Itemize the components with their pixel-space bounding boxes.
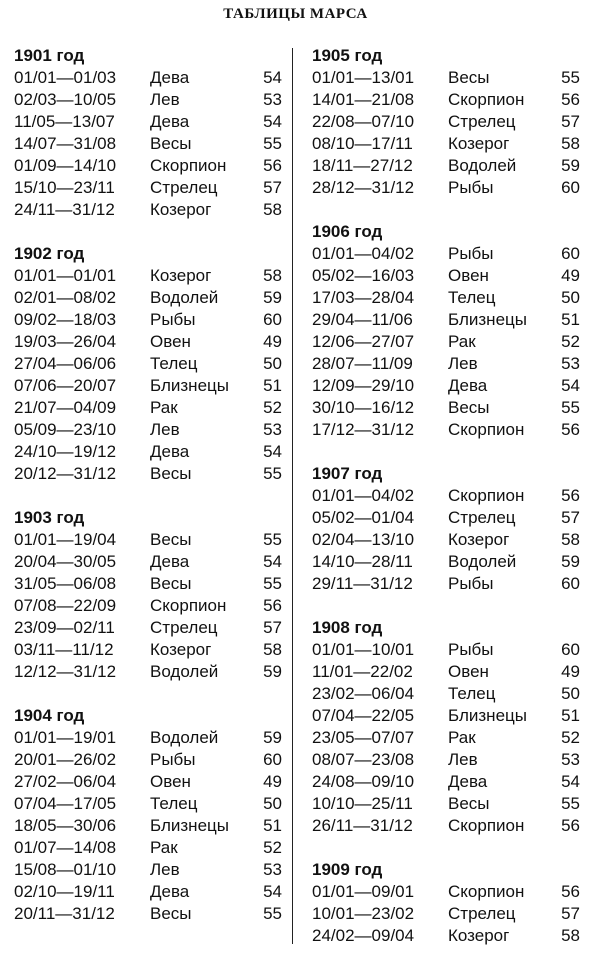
table-number: 50 xyxy=(561,684,580,703)
zodiac-sign: Овен xyxy=(150,772,191,791)
table-number: 56 xyxy=(263,156,282,175)
zodiac-sign: Водолей xyxy=(448,552,517,571)
date-range: 01/07—14/08 xyxy=(14,838,117,857)
table-row xyxy=(14,551,282,573)
year-heading: 1907 год xyxy=(312,464,383,483)
date-range: 01/01—13/01 xyxy=(312,68,415,87)
zodiac-sign: Близнецы xyxy=(150,816,229,835)
table-number: 60 xyxy=(263,750,282,769)
table-row xyxy=(14,155,282,177)
year-block xyxy=(312,859,580,947)
table-row xyxy=(312,331,580,353)
date-range: 27/02—06/04 xyxy=(14,772,117,791)
table-number: 56 xyxy=(561,816,580,835)
table-number: 49 xyxy=(561,266,580,285)
table-number: 55 xyxy=(561,68,580,87)
table-number: 54 xyxy=(263,442,282,461)
date-range: 01/01—01/03 xyxy=(14,68,117,87)
date-range: 20/04—30/05 xyxy=(14,552,117,571)
date-range: 07/06—20/07 xyxy=(14,376,117,395)
table-row xyxy=(312,89,580,111)
table-row xyxy=(312,661,580,683)
date-range: 03/11—11/12 xyxy=(14,640,114,659)
table-number: 55 xyxy=(263,904,282,923)
table-row xyxy=(312,749,580,771)
zodiac-sign: Стрелец xyxy=(150,178,218,197)
table-row xyxy=(312,397,580,419)
date-range: 09/02—18/03 xyxy=(14,310,117,329)
date-range: 18/11—27/12 xyxy=(312,156,413,175)
table-number: 49 xyxy=(263,332,282,351)
table-row xyxy=(14,375,282,397)
zodiac-sign: Дева xyxy=(150,552,190,571)
table-row xyxy=(312,881,580,903)
right-column xyxy=(312,45,580,969)
zodiac-sign: Весы xyxy=(150,464,192,483)
zodiac-sign: Рыбы xyxy=(448,574,494,593)
table-row xyxy=(312,573,580,595)
zodiac-sign: Скорпион xyxy=(448,90,525,109)
page-title: ТАБЛИЦЫ МАРСА xyxy=(223,6,368,22)
date-range: 28/07—11/09 xyxy=(312,354,413,373)
table-number: 49 xyxy=(263,772,282,791)
date-range: 02/04—13/10 xyxy=(312,530,415,549)
date-range: 17/12—31/12 xyxy=(312,420,415,439)
table-number: 54 xyxy=(263,552,282,571)
date-range: 30/10—16/12 xyxy=(312,398,415,417)
zodiac-sign: Дева xyxy=(150,442,190,461)
table-row xyxy=(14,287,282,309)
date-range: 02/01—08/02 xyxy=(14,288,117,307)
date-range: 24/11—31/12 xyxy=(14,200,115,219)
table-number: 60 xyxy=(561,178,580,197)
table-number: 50 xyxy=(263,794,282,813)
zodiac-sign: Рак xyxy=(448,332,476,351)
left-column xyxy=(14,45,282,947)
table-number: 51 xyxy=(263,376,282,395)
zodiac-sign: Водолей xyxy=(448,156,517,175)
table-row xyxy=(312,353,580,375)
table-row xyxy=(312,815,580,837)
table-row xyxy=(14,529,282,551)
zodiac-sign: Овен xyxy=(448,662,489,681)
zodiac-sign: Телец xyxy=(448,288,496,307)
year-heading: 1902 год xyxy=(14,244,85,263)
table-row xyxy=(312,705,580,727)
zodiac-sign: Лев xyxy=(150,860,180,879)
zodiac-sign: Лев xyxy=(448,750,478,769)
date-range: 20/11—31/12 xyxy=(14,904,115,923)
table-number: 52 xyxy=(263,398,282,417)
table-row xyxy=(312,903,580,925)
date-range: 29/11—31/12 xyxy=(312,574,413,593)
table-row xyxy=(312,507,580,529)
table-number: 56 xyxy=(561,90,580,109)
table-number: 50 xyxy=(561,288,580,307)
table-number: 58 xyxy=(263,200,282,219)
table-row xyxy=(312,309,580,331)
date-range: 07/04—17/05 xyxy=(14,794,117,813)
table-number: 59 xyxy=(263,288,282,307)
year-block xyxy=(312,221,580,441)
zodiac-sign: Скорпион xyxy=(448,420,525,439)
date-range: 24/08—09/10 xyxy=(312,772,415,791)
date-range: 29/04—11/06 xyxy=(312,310,413,329)
zodiac-sign: Козерог xyxy=(150,200,212,219)
column-divider xyxy=(292,48,293,944)
table-row xyxy=(14,265,282,287)
zodiac-sign: Водолей xyxy=(150,728,219,747)
date-range: 20/12—31/12 xyxy=(14,464,117,483)
table-number: 55 xyxy=(561,794,580,813)
table-row xyxy=(312,67,580,89)
table-number: 60 xyxy=(561,640,580,659)
table-row xyxy=(14,727,282,749)
table-row xyxy=(312,925,580,947)
zodiac-sign: Стрелец xyxy=(448,508,516,527)
table-row xyxy=(312,375,580,397)
zodiac-sign: Рыбы xyxy=(448,640,494,659)
zodiac-sign: Телец xyxy=(150,354,198,373)
table-number: 55 xyxy=(263,530,282,549)
zodiac-sign: Рак xyxy=(150,398,178,417)
table-row xyxy=(312,177,580,199)
table-row xyxy=(312,287,580,309)
table-number: 54 xyxy=(263,112,282,131)
date-range: 01/01—01/01 xyxy=(14,266,117,285)
zodiac-sign: Скорпион xyxy=(150,596,227,615)
table-number: 56 xyxy=(561,882,580,901)
date-range: 21/07—04/09 xyxy=(14,398,117,417)
zodiac-sign: Весы xyxy=(448,398,490,417)
year-heading: 1905 год xyxy=(312,46,383,65)
date-range: 15/10—23/11 xyxy=(14,178,115,197)
table-number: 57 xyxy=(561,904,580,923)
table-number: 56 xyxy=(263,596,282,615)
table-number: 57 xyxy=(263,178,282,197)
zodiac-sign: Лев xyxy=(150,420,180,439)
table-number: 52 xyxy=(263,838,282,857)
date-range: 22/08—07/10 xyxy=(312,112,415,131)
zodiac-sign: Лев xyxy=(448,354,478,373)
zodiac-sign: Козерог xyxy=(150,266,212,285)
date-range: 12/06—27/07 xyxy=(312,332,415,351)
table-number: 52 xyxy=(561,332,580,351)
date-range: 01/01—04/02 xyxy=(312,244,415,263)
table-row xyxy=(312,771,580,793)
zodiac-sign: Водолей xyxy=(150,662,219,681)
table-number: 51 xyxy=(561,706,580,725)
date-range: 24/10—19/12 xyxy=(14,442,117,461)
date-range: 01/01—04/02 xyxy=(312,486,415,505)
table-number: 54 xyxy=(561,376,580,395)
table-number: 54 xyxy=(561,772,580,791)
table-row xyxy=(14,639,282,661)
date-range: 12/12—31/12 xyxy=(14,662,117,681)
table-number: 60 xyxy=(561,574,580,593)
zodiac-sign: Близнецы xyxy=(448,706,527,725)
date-range: 01/01—19/04 xyxy=(14,530,117,549)
table-row xyxy=(14,111,282,133)
table-number: 59 xyxy=(561,552,580,571)
date-range: 27/04—06/06 xyxy=(14,354,117,373)
year-heading: 1906 год xyxy=(312,222,383,241)
table-number: 58 xyxy=(561,530,580,549)
date-range: 31/05—06/08 xyxy=(14,574,117,593)
year-block xyxy=(14,243,282,485)
table-row xyxy=(14,331,282,353)
table-row xyxy=(14,793,282,815)
table-row xyxy=(14,661,282,683)
table-number: 50 xyxy=(263,354,282,373)
zodiac-sign: Стрелец xyxy=(448,112,516,131)
table-number: 54 xyxy=(263,882,282,901)
zodiac-sign: Рыбы xyxy=(150,750,196,769)
zodiac-sign: Весы xyxy=(150,530,192,549)
table-row xyxy=(312,111,580,133)
table-number: 59 xyxy=(263,728,282,747)
table-row xyxy=(14,397,282,419)
table-row xyxy=(14,441,282,463)
table-row xyxy=(14,89,282,111)
table-row xyxy=(312,529,580,551)
zodiac-sign: Близнецы xyxy=(448,310,527,329)
zodiac-sign: Скорпион xyxy=(448,486,525,505)
table-number: 58 xyxy=(263,640,282,659)
table-row xyxy=(14,67,282,89)
table-number: 57 xyxy=(263,618,282,637)
table-number: 57 xyxy=(561,112,580,131)
zodiac-sign: Дева xyxy=(150,882,190,901)
zodiac-sign: Козерог xyxy=(150,640,212,659)
zodiac-sign: Водолей xyxy=(150,288,219,307)
table-row xyxy=(14,815,282,837)
table-row xyxy=(14,133,282,155)
table-row xyxy=(312,485,580,507)
date-range: 17/03—28/04 xyxy=(312,288,415,307)
date-range: 20/01—26/02 xyxy=(14,750,117,769)
table-number: 60 xyxy=(561,244,580,263)
date-range: 05/02—01/04 xyxy=(312,508,415,527)
zodiac-sign: Овен xyxy=(448,266,489,285)
date-range: 15/08—01/10 xyxy=(14,860,117,879)
table-number: 53 xyxy=(263,90,282,109)
date-range: 02/03—10/05 xyxy=(14,90,117,109)
date-range: 10/01—23/02 xyxy=(312,904,415,923)
table-number: 53 xyxy=(263,420,282,439)
table-number: 58 xyxy=(561,134,580,153)
zodiac-sign: Рыбы xyxy=(150,310,196,329)
table-row xyxy=(14,837,282,859)
table-number: 58 xyxy=(263,266,282,285)
table-row xyxy=(14,617,282,639)
table-row xyxy=(14,419,282,441)
zodiac-sign: Рыбы xyxy=(448,244,494,263)
date-range: 28/12—31/12 xyxy=(312,178,415,197)
year-block xyxy=(312,617,580,837)
date-range: 05/09—23/10 xyxy=(14,420,117,439)
table-number: 56 xyxy=(561,420,580,439)
date-range: 23/09—02/11 xyxy=(14,618,115,637)
date-range: 01/01—09/01 xyxy=(312,882,415,901)
date-range: 14/10—28/11 xyxy=(312,552,413,571)
zodiac-sign: Весы xyxy=(448,68,490,87)
table-row xyxy=(14,353,282,375)
zodiac-sign: Близнецы xyxy=(150,376,229,395)
table-row xyxy=(14,771,282,793)
zodiac-sign: Весы xyxy=(150,134,192,153)
date-range: 07/04—22/05 xyxy=(312,706,415,725)
zodiac-sign: Телец xyxy=(150,794,198,813)
table-row xyxy=(14,199,282,221)
zodiac-sign: Дева xyxy=(150,68,190,87)
date-range: 19/03—26/04 xyxy=(14,332,117,351)
table-row xyxy=(312,683,580,705)
date-range: 11/01—22/02 xyxy=(312,662,413,681)
zodiac-sign: Козерог xyxy=(448,530,510,549)
date-range: 10/10—25/11 xyxy=(312,794,413,813)
table-row xyxy=(312,243,580,265)
table-row xyxy=(312,727,580,749)
table-row xyxy=(312,155,580,177)
date-range: 05/02—16/03 xyxy=(312,266,415,285)
table-number: 55 xyxy=(263,464,282,483)
table-row xyxy=(312,419,580,441)
table-number: 53 xyxy=(561,354,580,373)
table-number: 51 xyxy=(561,310,580,329)
table-number: 60 xyxy=(263,310,282,329)
table-row xyxy=(14,859,282,881)
year-block xyxy=(14,507,282,683)
year-heading: 1904 год xyxy=(14,706,85,725)
date-range: 12/09—29/10 xyxy=(312,376,415,395)
zodiac-sign: Дева xyxy=(448,772,488,791)
zodiac-sign: Весы xyxy=(150,574,192,593)
table-row xyxy=(14,177,282,199)
date-range: 24/02—09/04 xyxy=(312,926,415,945)
table-number: 59 xyxy=(263,662,282,681)
year-block xyxy=(312,45,580,199)
zodiac-sign: Лев xyxy=(150,90,180,109)
date-range: 14/07—31/08 xyxy=(14,134,117,153)
zodiac-sign: Козерог xyxy=(448,134,510,153)
table-row xyxy=(312,551,580,573)
table-row xyxy=(14,573,282,595)
table-number: 52 xyxy=(561,728,580,747)
table-row xyxy=(312,265,580,287)
date-range: 07/08—22/09 xyxy=(14,596,117,615)
table-number: 55 xyxy=(263,134,282,153)
table-number: 54 xyxy=(263,68,282,87)
date-range: 08/10—17/11 xyxy=(312,134,413,153)
table-row xyxy=(312,793,580,815)
table-row xyxy=(14,309,282,331)
table-row xyxy=(14,903,282,925)
year-heading: 1901 год xyxy=(14,46,85,65)
table-row xyxy=(14,881,282,903)
zodiac-sign: Скорпион xyxy=(448,882,525,901)
table-number: 57 xyxy=(561,508,580,527)
table-number: 49 xyxy=(561,662,580,681)
date-range: 01/01—10/01 xyxy=(312,640,415,659)
zodiac-sign: Рыбы xyxy=(448,178,494,197)
table-number: 58 xyxy=(561,926,580,945)
table-number: 56 xyxy=(561,486,580,505)
table-number: 59 xyxy=(561,156,580,175)
zodiac-sign: Телец xyxy=(448,684,496,703)
table-row xyxy=(312,133,580,155)
date-range: 11/05—13/07 xyxy=(14,112,115,131)
date-range: 01/09—14/10 xyxy=(14,156,117,175)
table-number: 51 xyxy=(263,816,282,835)
table-number: 55 xyxy=(561,398,580,417)
year-heading: 1908 год xyxy=(312,618,383,637)
date-range: 18/05—30/06 xyxy=(14,816,117,835)
zodiac-sign: Стрелец xyxy=(448,904,516,923)
year-heading: 1909 год xyxy=(312,860,383,879)
table-row xyxy=(14,749,282,771)
table-number: 55 xyxy=(263,574,282,593)
year-heading: 1903 год xyxy=(14,508,85,527)
zodiac-sign: Скорпион xyxy=(150,156,227,175)
date-range: 23/05—07/07 xyxy=(312,728,415,747)
zodiac-sign: Рак xyxy=(448,728,476,747)
zodiac-sign: Дева xyxy=(150,112,190,131)
table-number: 53 xyxy=(561,750,580,769)
year-block xyxy=(312,463,580,595)
date-range: 23/02—06/04 xyxy=(312,684,415,703)
table-row xyxy=(312,639,580,661)
table-number: 53 xyxy=(263,860,282,879)
zodiac-sign: Весы xyxy=(150,904,192,923)
date-range: 02/10—19/11 xyxy=(14,882,115,901)
zodiac-sign: Скорпион xyxy=(448,816,525,835)
table-row xyxy=(14,595,282,617)
zodiac-sign: Козерог xyxy=(448,926,510,945)
table-row xyxy=(14,463,282,485)
zodiac-sign: Весы xyxy=(448,794,490,813)
zodiac-sign: Дева xyxy=(448,376,488,395)
year-block xyxy=(14,45,282,221)
date-range: 26/11—31/12 xyxy=(312,816,413,835)
zodiac-sign: Рак xyxy=(150,838,178,857)
date-range: 14/01—21/08 xyxy=(312,90,415,109)
date-range: 08/07—23/08 xyxy=(312,750,415,769)
zodiac-sign: Стрелец xyxy=(150,618,218,637)
year-block xyxy=(14,705,282,925)
zodiac-sign: Овен xyxy=(150,332,191,351)
date-range: 01/01—19/01 xyxy=(14,728,117,747)
